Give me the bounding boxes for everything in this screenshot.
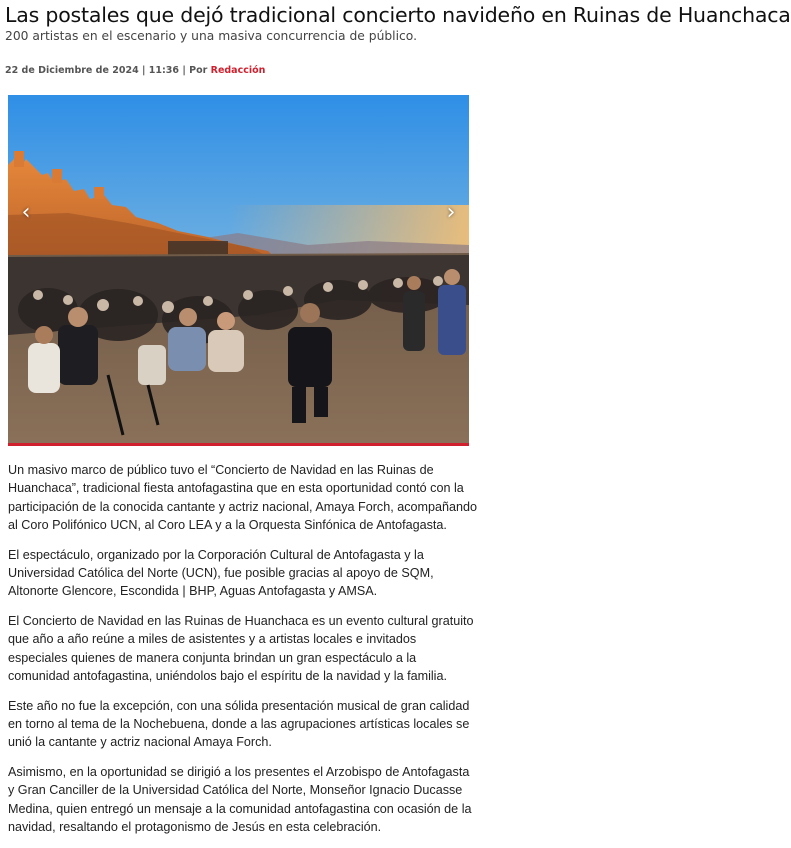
article-paragraph: Un masivo marco de público tuvo el “Concierto de Navidad en las Ruinas de Huanchaca”, tradicional fiesta antofagastina que en esta oportunidad contó con la participación de la conocida cantante y actriz nacional, Amaya Forch, acompañando al Coro Polifónico UCN, al Coro LEA y a la Orquesta Sinfónica de Antofagasta. bbox=[8, 463, 478, 532]
photo-gallery[interactable] bbox=[8, 95, 469, 446]
article-paragraph: Asimismo, en la oportunidad se dirigió a los presentes el Arzobispo de Antofagasta y Gran Canciller de la Universidad Católica del Norte, Monseñor Ignacio Ducasse Medina, quien entregó un mensaje a la comunidad antofagastina con ocasión de la navidad, resaltando el protagonismo de Jesús en esta celebración. bbox=[8, 765, 472, 835]
article-subtitle: 200 artistas en el escenario y una masiva concurrencia de público. bbox=[5, 29, 417, 43]
publish-time: 11:36 bbox=[148, 65, 180, 76]
gallery-prev-button[interactable]: ‹ bbox=[21, 200, 31, 225]
author-link[interactable]: Redacción bbox=[210, 65, 266, 76]
meta-separator: | bbox=[182, 65, 190, 76]
article-paragraph: Este año no fue la excepción, con una sólida presentación musical de gran calidad en torno al tema de la Nochebuena, donde a las agrupaciones artísticas locales se unió la cantante y actriz nacional Amaya Forch. bbox=[8, 698, 470, 750]
article-body bbox=[8, 461, 478, 848]
by-label: Por bbox=[189, 65, 208, 76]
gallery-next-button[interactable]: › bbox=[446, 200, 456, 225]
article-meta bbox=[5, 65, 265, 76]
article-paragraph: El espectáculo, organizado por la Corporación Cultural de Antofagasta y la Universidad Católica del Norte (UCN), fue posible gracias al apoyo de SQM, Altonorte Glencore, Escondida | BHP, Aguas Antofagasta y AMSA. bbox=[8, 547, 434, 599]
gallery-photo bbox=[8, 95, 469, 443]
article-title: Las postales que dejó tradicional concierto navideño en Ruinas de Huanchaca bbox=[5, 3, 791, 27]
article-paragraph: El Concierto de Navidad en las Ruinas de Huanchaca es un evento cultural gratuito que año a año reúne a miles de asistentes y a artistas locales e invitados especiales quienes de manera conjunta brindan un gran espectáculo a la comunidad antofagastina, uniéndolos bajo el espíritu de la navidad y la familia. bbox=[8, 614, 474, 683]
publish-date: 22 de Diciembre de 2024 bbox=[5, 65, 139, 76]
meta-separator: | bbox=[142, 65, 149, 76]
